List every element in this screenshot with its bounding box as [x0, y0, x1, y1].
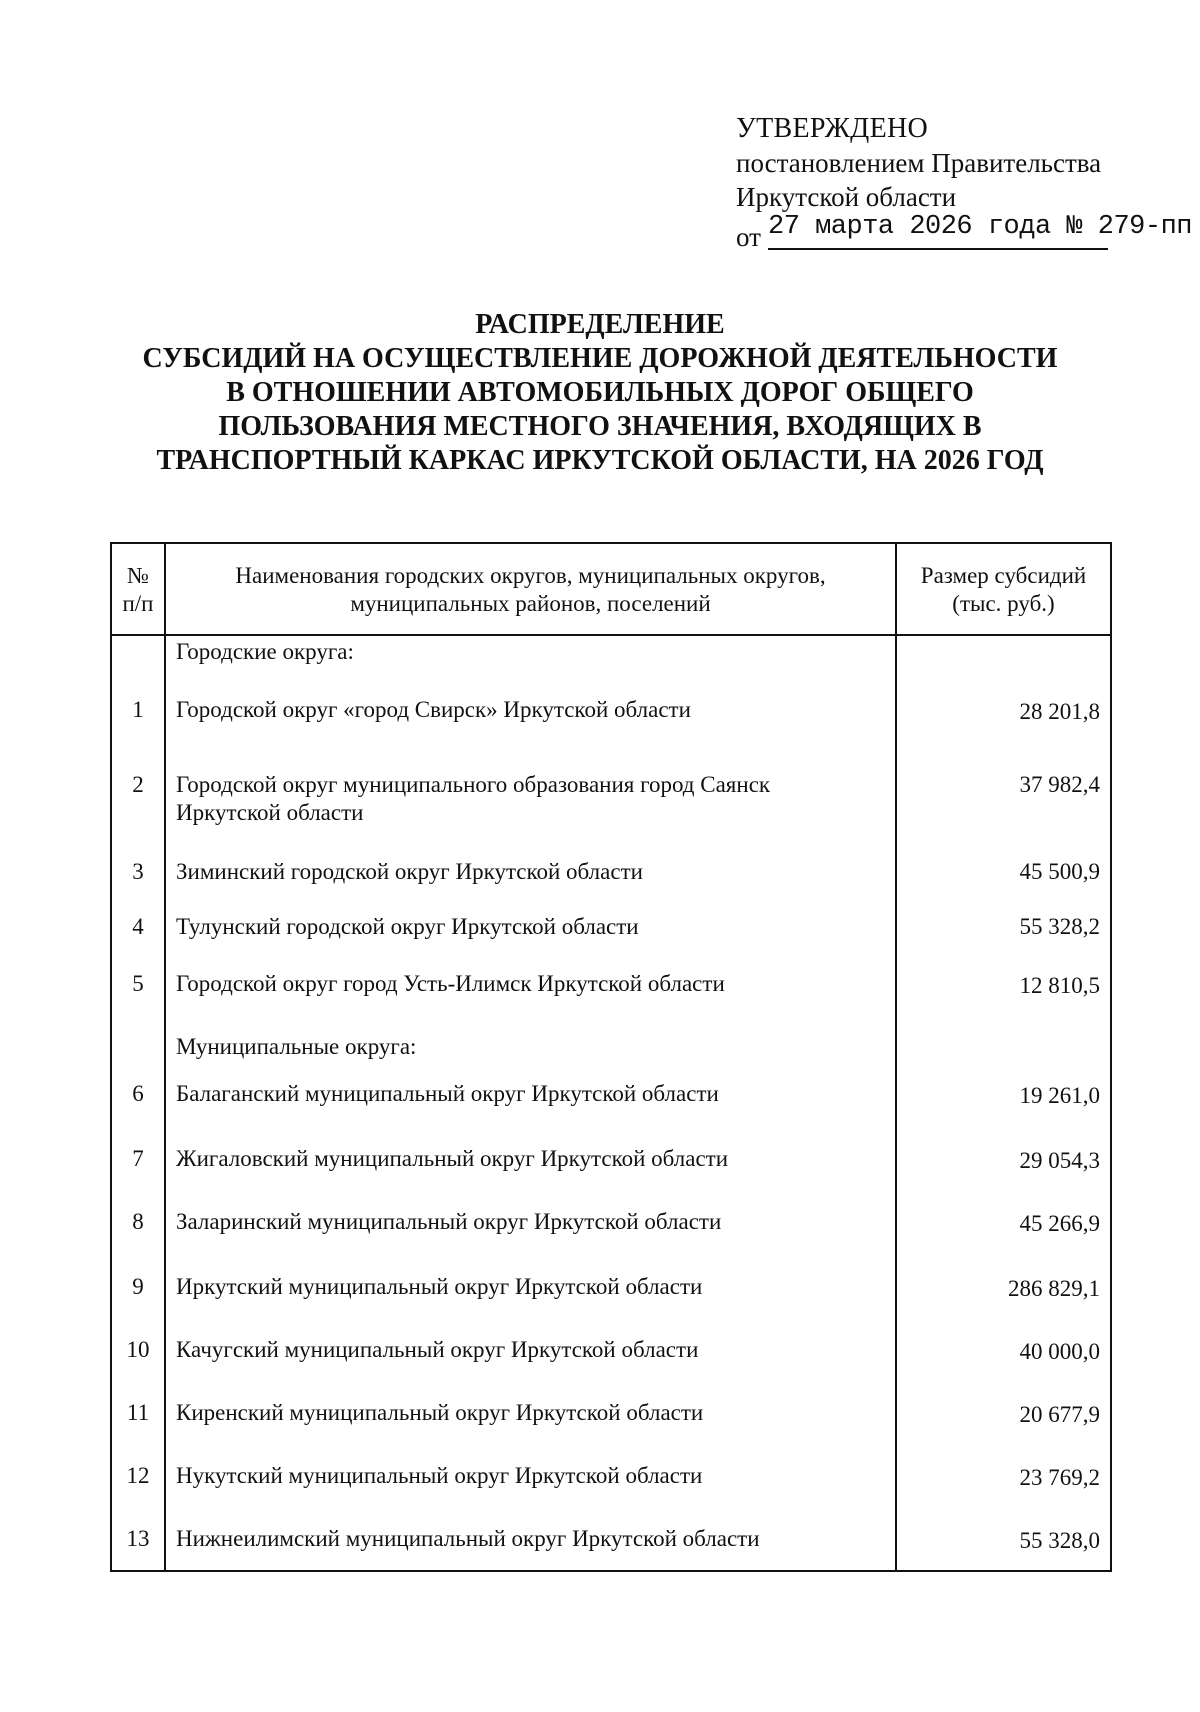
distribution-table — [110, 542, 1112, 1572]
date-typed: 27 марта 2026 года № 279-пп — [768, 212, 1192, 242]
title-line-3: В ОТНОШЕНИИ АВТОМОБИЛЬНЫХ ДОРОГ ОБЩЕГО — [226, 377, 974, 408]
row-name-line-1: Городской округ муниципального образования город Саянск — [176, 772, 771, 797]
title-line-4: ПОЛЬЗОВАНИЯ МЕСТНОГО ЗНАЧЕНИЯ, ВХОДЯЩИХ В — [218, 411, 982, 442]
table-row — [111, 1194, 1111, 1259]
approval-block — [736, 112, 1192, 252]
row-name: Нукутский муниципальный округ Иркутской области — [165, 1448, 896, 1511]
row-num: 8 — [111, 1194, 165, 1259]
row-name: Тулунский городской округ Иркутской области — [165, 903, 896, 960]
row-name: Городской округ «город Свирск» Иркутской области — [165, 672, 896, 761]
header-num-line-1: № — [127, 563, 149, 588]
row-num: 4 — [111, 903, 165, 960]
header-value-line-2: (тыс. руб.) — [952, 591, 1055, 616]
header-name-line-1: Наименования городских округов, муниципальных округов, — [235, 563, 826, 588]
section-label-municipal: Муниципальные округа: — [165, 1017, 896, 1062]
date-underline — [768, 248, 1108, 250]
row-value: 45 500,9 — [896, 848, 1111, 903]
approval-date-line — [736, 212, 1192, 252]
approval-line-1: постановлением Правительства — [736, 148, 1102, 178]
header-num — [111, 543, 165, 635]
row-value: 19 261,0 — [896, 1062, 1111, 1129]
table-row — [111, 848, 1111, 903]
header-value-line-1: Размер субсидий — [920, 563, 1087, 588]
row-value: 286 829,1 — [896, 1259, 1111, 1322]
table-row — [111, 761, 1111, 848]
table-row — [111, 960, 1111, 1017]
row-value: 29 054,3 — [896, 1129, 1111, 1194]
row-value: 40 000,0 — [896, 1322, 1111, 1385]
row-num: 2 — [111, 761, 165, 848]
table-row — [111, 1385, 1111, 1448]
header-num-line-2: п/п — [122, 591, 154, 616]
row-name: Иркутский муниципальный округ Иркутской области — [165, 1259, 896, 1322]
table-row — [111, 1259, 1111, 1322]
date-prefix: от — [736, 222, 761, 252]
row-num: 10 — [111, 1322, 165, 1385]
row-value: 12 810,5 — [896, 960, 1111, 1017]
row-num: 6 — [111, 1062, 165, 1129]
row-num: 7 — [111, 1129, 165, 1194]
title-line-5: ТРАНСПОРТНЫЙ КАРКАС ИРКУТСКОЙ ОБЛАСТИ, НА 2026 ГОД — [156, 445, 1044, 476]
row-value: 45 266,9 — [896, 1194, 1111, 1259]
header-value — [896, 543, 1111, 635]
row-num: 13 — [111, 1511, 165, 1571]
section-label-urban: Городские округа: — [165, 635, 896, 672]
row-value: 28 201,8 — [896, 672, 1111, 761]
row-name: Киренский муниципальный округ Иркутской области — [165, 1385, 896, 1448]
row-name: Городской округ город Усть-Илимск Иркутской области — [165, 960, 896, 1017]
table-row — [111, 1448, 1111, 1511]
row-value: 20 677,9 — [896, 1385, 1111, 1448]
row-name: Нижнеилимский муниципальный округ Иркутской области — [165, 1511, 896, 1571]
title-line-2: СУБСИДИЙ НА ОСУЩЕСТВЛЕНИЕ ДОРОЖНОЙ ДЕЯТЕЛЬНОСТИ — [142, 343, 1058, 374]
row-name: Балаганский муниципальный округ Иркутской области — [165, 1062, 896, 1129]
row-value: 55 328,2 — [896, 903, 1111, 960]
row-value: 23 769,2 — [896, 1448, 1111, 1511]
header-name-line-2: муниципальных районов, поселений — [350, 591, 711, 616]
table-row — [111, 1062, 1111, 1129]
row-num: 11 — [111, 1385, 165, 1448]
table-row — [111, 1129, 1111, 1194]
row-name-line-2: Иркутской области — [176, 800, 364, 825]
row-name — [165, 761, 896, 848]
row-name: Жигаловский муниципальный округ Иркутской области — [165, 1129, 896, 1194]
section-row-urban — [111, 635, 1111, 672]
row-value: 55 328,0 — [896, 1511, 1111, 1571]
row-value: 37 982,4 — [896, 761, 1111, 848]
table-row — [111, 1322, 1111, 1385]
table-header-row — [111, 543, 1111, 635]
row-num: 1 — [111, 672, 165, 761]
approval-line-2: Иркутской области — [736, 182, 957, 212]
header-name — [165, 543, 896, 635]
table-row — [111, 903, 1111, 960]
document-title — [100, 308, 1100, 478]
row-name: Качугский муниципальный округ Иркутской области — [165, 1322, 896, 1385]
row-num: 12 — [111, 1448, 165, 1511]
title-line-1: РАСПРЕДЕЛЕНИЕ — [475, 309, 725, 340]
table-row — [111, 1511, 1111, 1571]
row-num: 5 — [111, 960, 165, 1017]
approval-stamp: УТВЕРЖДЕНО — [736, 113, 929, 144]
row-num: 3 — [111, 848, 165, 903]
row-num: 9 — [111, 1259, 165, 1322]
section-row-municipal — [111, 1017, 1111, 1062]
row-name: Зиминский городской округ Иркутской области — [165, 848, 896, 903]
row-name: Заларинский муниципальный округ Иркутской области — [165, 1194, 896, 1259]
table-row — [111, 672, 1111, 761]
